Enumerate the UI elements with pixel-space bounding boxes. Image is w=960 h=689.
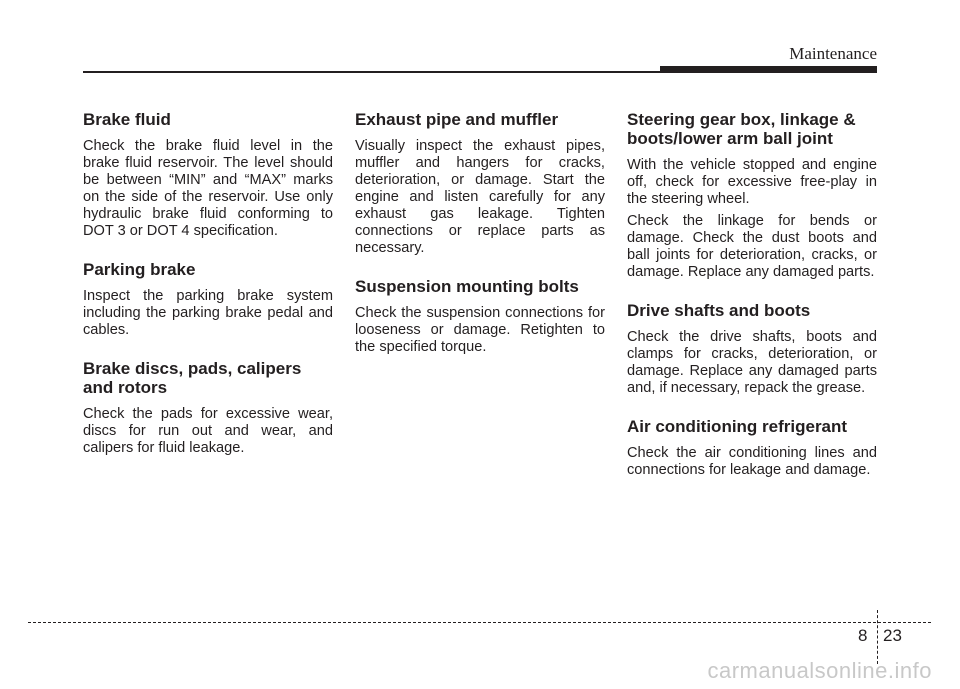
page-number: 23: [883, 626, 902, 645]
page-header-title: Maintenance: [789, 44, 877, 63]
watermark: carmanualsonline.info: [707, 658, 932, 683]
section-paragraph: Check the drive shafts, boots and clamps for cracks, deterioration, or damage. Replace any damaged parts and, if necessary, repack the grease.: [627, 329, 877, 396]
page-number-separator: [877, 610, 878, 664]
section-heading: Air conditioning refrigerant: [627, 417, 848, 436]
section-parking-brake: [83, 260, 333, 339]
section-steering-gear: [627, 110, 877, 281]
chapter-number: 8: [858, 626, 868, 645]
section-drive-shafts: [627, 301, 877, 397]
section-heading: Drive shafts and boots: [627, 301, 811, 320]
section-exhaust-pipe: [355, 110, 605, 257]
section-heading: Parking brake: [83, 260, 196, 279]
content-column-1: [83, 110, 333, 477]
section-heading: Brake fluid: [83, 110, 171, 129]
section-heading: Exhaust pipe and muffler: [355, 110, 559, 129]
section-paragraph: Check the suspension connections for looseness or damage. Retighten to the specified torque.: [355, 305, 605, 355]
footer-divider: [28, 622, 931, 623]
section-paragraph: Check the linkage for bends or damage. Check the dust boots and ball joints for deterioration, cracks, or damage. Replace any damaged parts.: [627, 213, 877, 280]
section-brake-fluid: [83, 110, 333, 240]
header-rule: [83, 71, 663, 73]
section-suspension-bolts: [355, 277, 605, 356]
section-heading: Brake discs, pads, calipers and rotors: [83, 359, 302, 397]
section-paragraph: Check the air conditioning lines and connections for leakage and damage.: [627, 445, 877, 478]
section-air-conditioning: [627, 417, 877, 479]
section-heading: Steering gear box, linkage & boots/lower arm ball joint: [627, 110, 856, 148]
section-paragraph: Visually inspect the exhaust pipes, muffler and hangers for cracks, deterioration, or damage. Start the engine and listen carefully for any exhaust gas leakage. Tighten connections or replace parts as necessary.: [355, 138, 605, 256]
section-paragraph: Check the pads for excessive wear, discs for run out and wear, and calipers for fluid leakage.: [83, 406, 333, 456]
section-paragraph: Check the brake fluid level in the brake fluid reservoir. The level should be between “MIN” and “MAX” marks on the side of the reservoir. Use only hydraulic brake fluid conforming to DOT 3 or DOT 4 specification.: [83, 138, 333, 239]
section-brake-discs: [83, 359, 333, 457]
section-paragraph: Inspect the parking brake system including the parking brake pedal and cables.: [83, 288, 333, 338]
content-column-2: [355, 110, 605, 376]
section-heading: Suspension mounting bolts: [355, 277, 579, 296]
section-paragraph: With the vehicle stopped and engine off, check for excessive free-play in the steering wheel.: [627, 157, 877, 207]
content-column-3: [627, 110, 877, 499]
header-rule-accent: [660, 66, 877, 73]
